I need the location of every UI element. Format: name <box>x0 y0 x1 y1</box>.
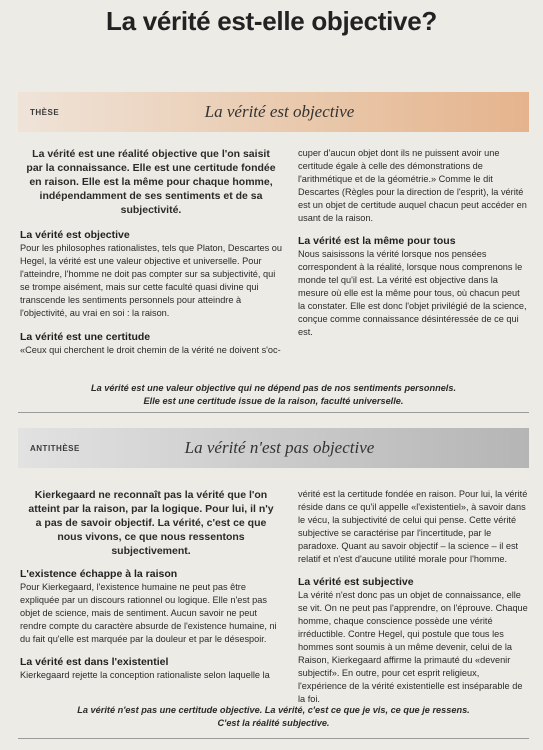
these-divider <box>18 412 529 413</box>
antithese-left-column <box>20 488 282 682</box>
these-section-1-text: Pour les philosophes rationalistes, tels que Platon, Descartes ou Hegel, la vérité est une valeur objective et universelle. Pour l'atteindre, l'homme ne doit pas compter sur sa subjectivité, qui se trompe aisément, mais sur cette faculté quasi divine qui transcende les sentiments personnels pour atteindre à l'objectivité, au vrai en soi : la raison. <box>20 243 282 318</box>
these-left-column <box>20 147 282 357</box>
antithese-heading: La vérité n'est pas objective <box>184 438 375 457</box>
these-header-band <box>18 92 529 132</box>
antithese-section-3-title: La vérité est subjective <box>298 576 414 588</box>
antithese-header-band <box>18 428 529 468</box>
antithese-section-3-text: La vérité n'est donc pas un objet de connaissance, elle se vit. On ne peut pas l'apprendre, on l'éprouve. Chaque homme, chaque conscience possède une vérité irréductible. Contre Hegel, qui postule que tous les hommes sont soumis à un même devenir, celui de la Raison, Kierkegaard affirme la primauté du «devenir subjectif». En outre, pour cet esprit religieux, l'expérience de la vérité existentielle est inséparable de la foi. <box>298 590 528 704</box>
these-summary <box>18 382 529 408</box>
antithese-section-1-title: L'existence échappe à la raison <box>20 568 178 580</box>
these-lead: La vérité est une réalité objective que l'on saisit par la connaissance. Elle est une certitude fondée en raison. Elle est la même pour chaque homme, indépendamment de ses sentiments et de sa subjectivité. <box>26 148 276 216</box>
antithese-summary-line-1: La vérité n'est pas une certitude objective. La vérité, c'est ce que je vis, ce que je ressens. <box>77 705 470 715</box>
these-right-column <box>298 147 528 339</box>
antithese-summary-line-2: C'est la réalité subjective. <box>217 718 330 728</box>
these-section-2-title: La vérité est une certitude <box>20 331 151 343</box>
these-section-3-title: La vérité est la même pour tous <box>298 235 456 247</box>
these-heading: La vérité est objective <box>204 102 355 121</box>
antithese-lead: Kierkegaard ne reconnaît pas la vérité que l'on atteint par la raison, par la logique. Pour lui, il n'y a pas de savoir objectif. La vérité, c'est ce que nous vivons, ce que nous ressentons subjectivement. <box>28 489 274 557</box>
antithese-section-1-text: Pour Kierkegaard, l'existence humaine ne peut pas être expliquée par un discours rationnel ou logique. Elle n'est pas objet de science, mais de sentiment. Aucun savoir ne peut rendre compte du caractère absurde de l'existence humaine, ni du fait qu'elle est marquée par la douleur et par le désespoir. <box>20 582 277 644</box>
antithese-tag: ANTITHÈSE <box>30 443 80 453</box>
page-title: La vérité est-elle objective? <box>106 6 437 36</box>
antithese-right-column <box>298 488 528 706</box>
these-section-2-continued: cuper d'aucun objet dont ils ne puissent avoir une certitude égale à celle des démonstrations de l'arithmétique et de la géométrie.» Comme le dit Descartes (Règles pour la direction de l'esprit), la vérité est un objet de certitude auquel chacun peut accéder en usant de la raison. <box>298 148 527 223</box>
these-summary-line-2: Elle est une certitude issue de la raison, faculté universelle. <box>143 396 404 406</box>
antithese-section-2-continued: vérité est la certitude fondée en raison. Pour lui, la vérité réside dans ce qu'il appelle «l'existentiel», à savoir dans le vécu, la subjectivité de celui qui pense. Cette vérité subjective se caractérise par l'incertitude, par le paradoxe. Quant au savoir objectif – la science – il est relatif et n'est d'aucune utilité morale pour l'homme. <box>298 489 528 564</box>
these-section-1-title: La vérité est objective <box>20 229 130 241</box>
antithese-summary <box>18 704 529 730</box>
antithese-divider <box>18 738 529 739</box>
these-section-3-text: Nous saisissons la vérité lorsque nos pensées correspondent à la réalité, lorsque nous comprenons le monde tel qu'il est. La vérité est objective dans la mesure où elle est la même pour tous, où chacun peut la constater. Elle est donc l'objet privilégié de la science, conçue comme connaissance désintéressée de ce qui est. <box>298 249 527 337</box>
these-tag: THÈSE <box>30 107 60 117</box>
antithese-section-2-title: La vérité est dans l'existentiel <box>20 656 169 668</box>
these-section-2-text: «Ceux qui cherchent le droit chemin de la vérité ne doivent s'oc- <box>20 345 281 355</box>
these-summary-line-1: La vérité est une valeur objective qui ne dépend pas de nos sentiments personnels. <box>90 383 457 393</box>
antithese-section-2-text: Kierkegaard rejette la conception rationaliste selon laquelle la <box>20 670 270 680</box>
